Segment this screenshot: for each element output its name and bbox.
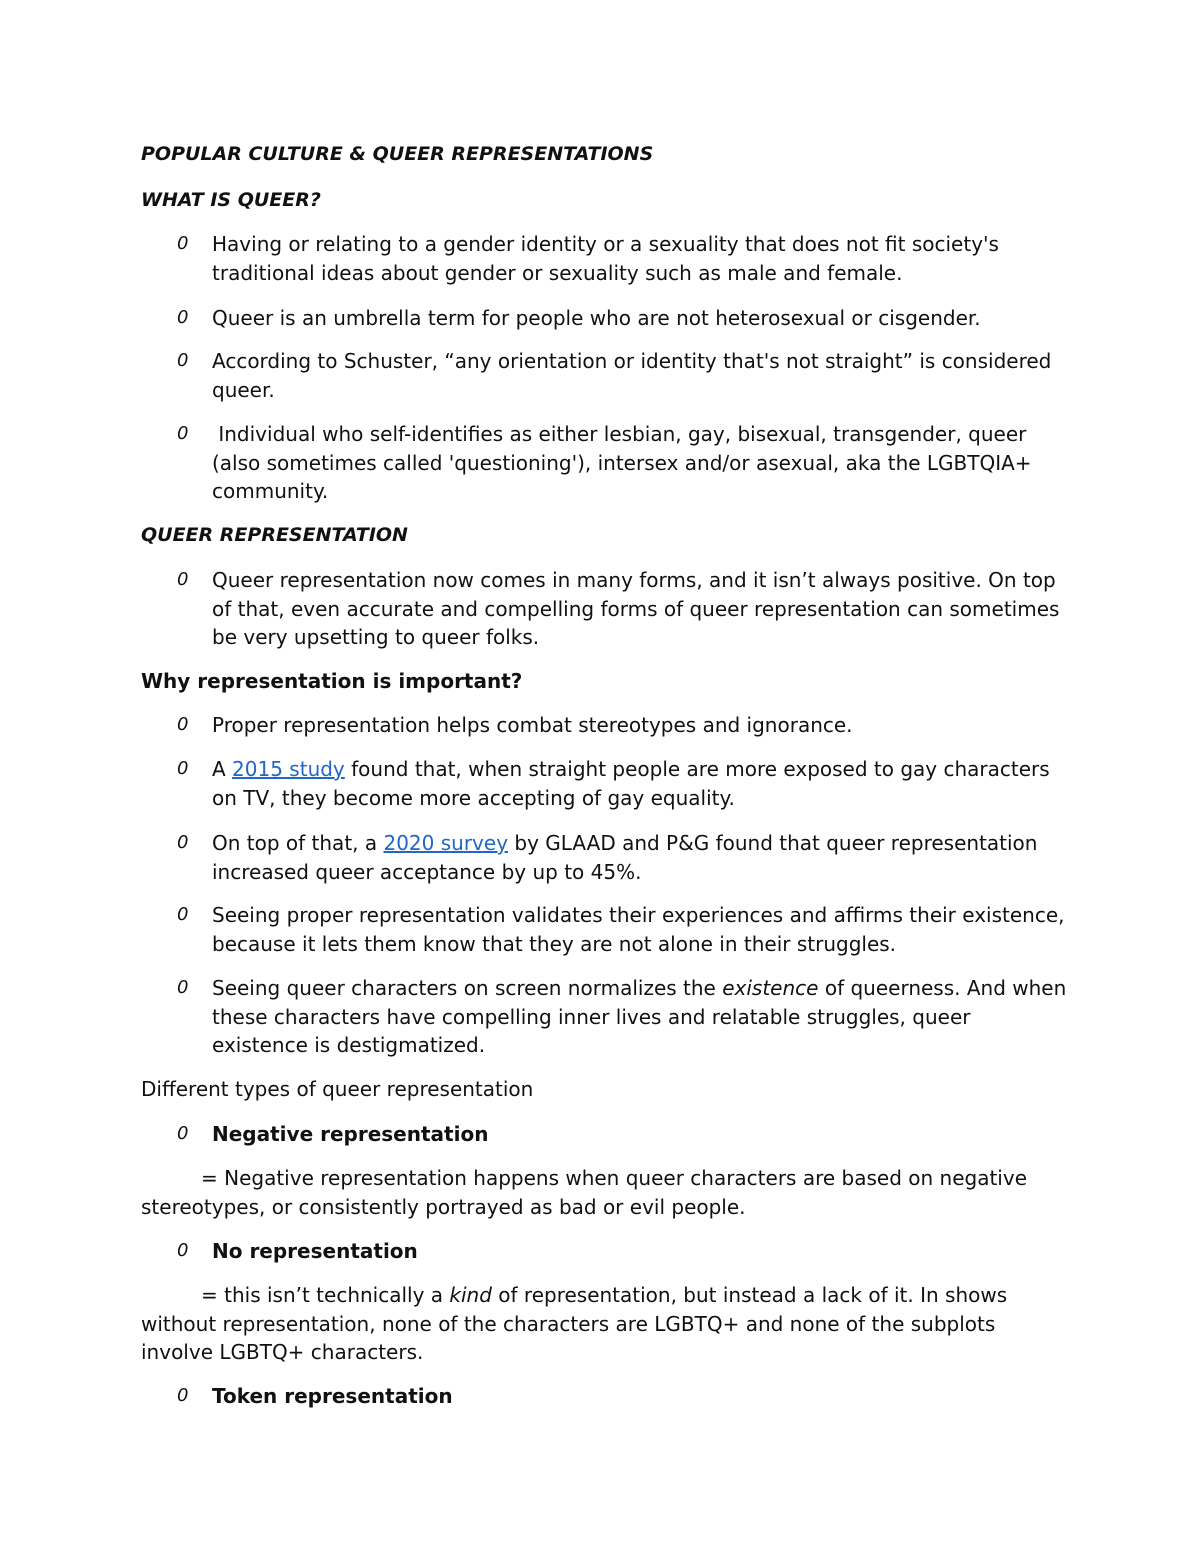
item-text: of queerness. And when these characters have compelling inner lives and relatable struggles, queer existence is destigmatized. (212, 976, 1067, 1057)
bullet-icon: 0 (177, 904, 189, 925)
none-description (141, 1281, 1041, 1367)
bullet-icon: 0 (177, 1240, 189, 1261)
list-item: Seeing proper representation validates their experiences and affirms their existence, because it lets them know that they are not alone in their struggles. (212, 903, 1065, 956)
list-item: Queer is an umbrella term for people who are not heterosexual or cisgender. (212, 306, 981, 330)
survey-2020-link[interactable]: 2020 survey (383, 831, 509, 855)
item-text: A (212, 757, 233, 781)
negative-description (141, 1164, 1041, 1221)
bullet-icon: 0 (177, 832, 189, 853)
list-item: Individual who self-identifies as either lesbian, gay, bisexual, transgender, queer (also sometimes called 'questioning'), intersex and/or asexual, aka the LGBTQIA+ community. (212, 422, 1038, 503)
list-item: Queer representation now comes in many forms, and it isn’t always positive. On top of that, even accurate and compelling forms of queer representation can sometimes be very upsetting to queer folks. (212, 568, 1060, 649)
bullet-icon: 0 (177, 307, 189, 328)
bullet-icon: 0 (177, 1123, 189, 1144)
bullet-icon: 0 (177, 977, 189, 998)
heading-what-is-queer: WHAT IS QUEER? (141, 189, 321, 211)
list-item: Proper representation helps combat stereotypes and ignorance. (212, 713, 853, 737)
description-text: = this isn’t technically a (201, 1283, 450, 1307)
description-text: of representation, but instead a lack of it. In shows without representation, none of the characters are LGBTQ+ and none of the subplots involve LGBTQ+ characters. (141, 1283, 1008, 1364)
bullet-icon: 0 (177, 714, 189, 735)
bullet-icon: 0 (177, 569, 189, 590)
bullet-icon: 0 (177, 1385, 189, 1406)
document-title: POPULAR CULTURE & QUEER REPRESENTATIONS (141, 143, 654, 165)
negative-label: Negative representation (212, 1122, 489, 1146)
none-label: No representation (212, 1239, 418, 1263)
item-text: On top of that, a (212, 831, 384, 855)
list-item (212, 829, 1072, 886)
study-2015-link[interactable]: 2015 study (232, 757, 345, 781)
item-text: Seeing queer characters on screen normalizes the (212, 976, 723, 1000)
list-item: According to Schuster, “any orientation or identity that's not straight” is considered queer. (212, 349, 1052, 402)
bullet-icon: 0 (177, 423, 189, 444)
heading-queer-representation: QUEER REPRESENTATION (141, 524, 408, 546)
description-text: = Negative representation happens when queer characters are based on negative stereotypes, or consistently portrayed as bad or evil people. (141, 1166, 1027, 1219)
list-item (212, 974, 1072, 1060)
token-label: Token representation (212, 1384, 453, 1408)
item-emphasis: existence (722, 976, 819, 1000)
list-item: Having or relating to a gender identity or a sexuality that does not fit society's traditional ideas about gender or sexuality such as male and female. (212, 232, 999, 285)
list-item (212, 755, 1072, 812)
item-text: by GLAAD and P&G found that queer representation increased queer acceptance by up to 45%. (212, 831, 1038, 884)
heading-types: Different types of queer representation (141, 1077, 534, 1101)
bullet-icon: 0 (177, 350, 189, 371)
description-emphasis: kind (449, 1283, 492, 1307)
item-text: found that, when straight people are more exposed to gay characters on TV, they become more accepting of gay equality. (212, 757, 1050, 810)
bullet-icon: 0 (177, 233, 189, 254)
bullet-icon: 0 (177, 758, 189, 779)
heading-why-important: Why representation is important? (141, 669, 523, 693)
